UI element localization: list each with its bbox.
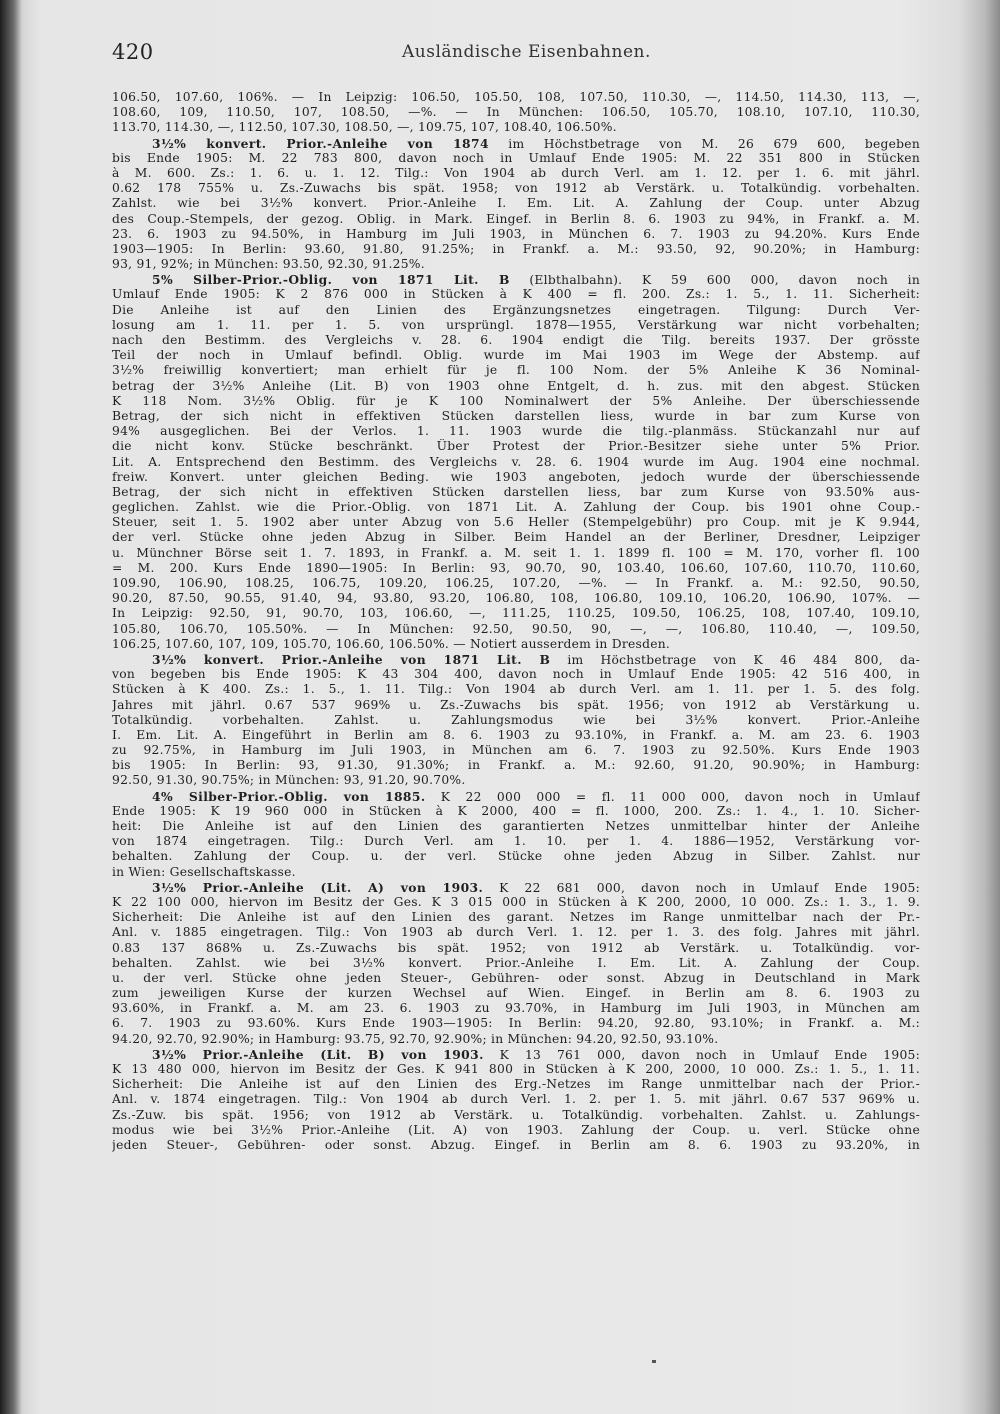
text-line	[112, 530, 920, 545]
section-heading-line	[112, 1047, 920, 1062]
line-text: modus wie bei 3½% Prior.-Anleihe (Lit. A) von 1903. Zahlung der Coup. u. verl. Stücke ohne	[112, 1122, 920, 1137]
ink-mark	[652, 1360, 656, 1363]
line-text: Zs.-Zuw. bis spät. 1956; von 1912 ab Verstärk. u. Totalkündig. vorbehalten. Zahlst. u. Zahlungs-	[112, 1107, 920, 1122]
line-text: Anl. v. 1885 eingetragen. Tilg.: Von 1903 ab durch Verl. 1. 12. per 1. 3. des folg. Jahres mit jährl.	[112, 925, 920, 940]
text-line	[112, 196, 920, 211]
line-text: Umlauf Ende 1905: K 2 876 000 in Stücken à K 400 = fl. 200. Zs.: 1. 5., 1. 11. Sicherheit:	[112, 287, 920, 302]
line-text: bis Ende 1905: M. 22 783 800, davon noch in Umlauf Ende 1905: M. 22 351 800 in Stücken	[112, 150, 920, 165]
line-text: jeden Steuer-, Gebühren- oder sonst. Abzug. Eingef. in Berlin am 8. 6. 1903 zu 93.20%, in	[112, 1137, 920, 1152]
line-text: = M. 200. Kurs Ende 1890—1905: In Berlin: 93, 90.70, 90, 103.40, 106.60, 107.60, 110.70, 110.60,	[112, 560, 920, 575]
line-text: behalten. Zahlung der Coup. u. der verl. Stücke ohne jeden Abzug in Silber. Zahlst. nur	[112, 849, 920, 864]
line-text: die nicht konv. Stücke beschränkt. Über Protest der Prior.-Besitzer siehe unter 5% Prior.	[112, 439, 920, 454]
line-text: Betrag, der sich nicht in effektiven Stücken darstellen liess, bar zum Kurse von 93.50% aus-	[112, 484, 920, 499]
line-text: 23. 6. 1903 zu 94.50%, in Hamburg im Juli 1903, in München 6. 7. 1903 zu 94.20%. Kurs Ende	[112, 226, 920, 241]
text-line	[112, 834, 920, 849]
line-text: K 13 480 000, hiervon im Besitz der Ges. K 941 800 in Stücken à K 200, 2000, 10 000. Zs.: 1. 5., 1. 11.	[112, 1062, 920, 1076]
text-line	[112, 865, 920, 880]
line-text: zu 92.75%, in Hamburg im Juli 1903, in München am 6. 7. 1903 zu 92.50%. Kurs Ende 1903	[112, 743, 920, 758]
book-spine-shadow	[0, 0, 22, 1414]
text-line	[112, 318, 920, 333]
line-text: Steuer, seit 1. 5. 1902 aber unter Abzug von 5.6 Heller (Stempelgebühr) pro Coup. mit je K 9.944,	[112, 515, 920, 530]
text-line	[112, 1001, 920, 1016]
text-line	[112, 910, 920, 925]
text-line	[112, 242, 920, 257]
text-line	[112, 181, 920, 196]
line-text: I. Em. Lit. A. Eingeführt in Berlin am 8. 6. 1903 zu 93.10%, in Frankf. a. M. am 23. 6. 1903	[112, 727, 920, 742]
line-text: K 13 761 000, davon noch in Umlauf Ende 1905:	[483, 1047, 920, 1062]
text-line	[112, 439, 920, 454]
line-text: Sicherheit: Die Anleihe ist auf den Linien des Erg.-Netzes im Range unmittelbar nach der Prior.-	[112, 1077, 920, 1092]
text-line	[112, 120, 920, 135]
line-text: in Wien: Gesellschaftskasse.	[112, 864, 296, 879]
bond-title: 4% Silber-Prior.-Oblig. von 1885.	[152, 788, 426, 804]
line-text: von begeben bis Ende 1905: K 43 304 400, davon noch in Umlauf Ende 1905: 42 516 400, in	[112, 667, 920, 682]
line-text: im Höchstbetrage von K 46 484 800, da-	[550, 652, 920, 667]
line-text: Betrag, der sich nicht in effektiven Stücken darstellen liess, wurde in bar zum Kurse von	[112, 408, 920, 423]
text-line	[112, 500, 920, 515]
text-line	[112, 743, 920, 758]
line-text: 90.20, 87.50, 90.55, 91.40, 94, 93.80, 93.20, 106.80, 108, 106.80, 109.10, 106.20, 106.90, 107%. —	[112, 591, 920, 606]
text-line	[112, 637, 920, 652]
line-text: 109.90, 106.90, 108.25, 106.75, 109.20, 106.25, 107.20, —%. — In Frankf. a. M.: 92.50, 90.50,	[112, 576, 920, 590]
text-line	[112, 941, 920, 956]
text-line	[112, 333, 920, 348]
text-line	[112, 773, 920, 788]
line-text: 92.50, 91.30, 90.75%; in München: 93, 91.20, 90.70%.	[112, 773, 466, 788]
text-line	[112, 895, 920, 910]
text-line	[112, 1138, 920, 1153]
text-line	[112, 591, 920, 606]
text-line	[112, 925, 920, 940]
section-heading-line	[112, 272, 920, 287]
text-line	[112, 682, 920, 697]
line-text: Anl. v. 1874 eingetragen. Tilg.: Von 1904 ab durch Verl. 1. 2. per 1. 5. mit jährl. 0.67 537 969% u.	[112, 1092, 920, 1107]
text-line	[112, 986, 920, 1001]
line-text: losung am 1. 11. per 1. 5. von ursprüngl. 1878—1955, Verstärkung war nicht vorbehalten;	[112, 317, 920, 332]
text-line	[112, 379, 920, 394]
line-text: 105.80, 106.70, 105.50%. — In München: 92.50, 90.50, 90, —, —, 106.80, 110.40, —, 109.50,	[112, 621, 920, 636]
line-text: Jahres mit jährl. 0.67 537 969% u. Zs.-Zuwachs bis spät. 1956; von 1912 ab Verstärkung u.	[112, 697, 920, 712]
line-text: 106.50, 107.60, 106%. — In Leipzig: 106.50, 105.50, 108, 107.50, 110.30, —, 114.50, 114.30, 113, —,	[112, 90, 920, 104]
text-line	[112, 257, 920, 272]
text-line	[112, 1032, 920, 1047]
page-header	[112, 40, 932, 70]
text-line	[112, 713, 920, 728]
text-line	[112, 212, 920, 227]
text-line	[112, 227, 920, 242]
text-line	[112, 90, 920, 105]
line-text: 94% ausgeglichen. Bei der Verlos. 1. 11. 1903 wurde die tilg.-planmäss. Stückanzahl nur auf	[112, 424, 920, 439]
line-text: u. der verl. Stücke ohne jeden Steuer-, Gebühren- oder sonst. Abzug in Deutschland in Mark	[112, 970, 920, 985]
text-line	[112, 424, 920, 439]
line-text: à M. 600. Zs.: 1. 6. u. 1. 12. Tilg.: Von 1904 ab durch Verl. am 1. 12. per 1. 6. mit jährl.	[112, 165, 920, 180]
bond-title: 3½% Prior.-Anleihe (Lit. B) von 1903.	[152, 1046, 484, 1062]
text-line	[112, 546, 920, 561]
line-text: 94.20, 92.70, 92.90%; in Hamburg: 93.75, 92.70, 92.90%; in München: 94.20, 92.50, 93.10%.	[112, 1031, 719, 1046]
text-line	[112, 363, 920, 378]
bond-title: 3½% konvert. Prior.-Anleihe von 1871 Lit. B	[152, 651, 551, 667]
text-line	[112, 758, 920, 773]
line-text: K 22 681 000, davon noch in Umlauf Ende 1905:	[483, 880, 920, 895]
line-text: nach den Bestimm. des Vergleichs v. 28. 6. 1904 endigt die Tilg. bereits 1937. Der grösste	[112, 333, 920, 347]
text-line	[112, 956, 920, 971]
line-text: 93.60%, in Frankf. a. M. am 23. 6. 1903 zu 93.70%, in Hamburg im Juli 1903, in München am	[112, 1001, 920, 1016]
text-line	[112, 622, 920, 637]
line-text: Lit. A. Entsprechend den Bestimm. des Vergleichs v. 28. 6. 1904 wurde im Aug. 1904 eine nochmal.	[112, 454, 920, 469]
line-text: 93, 91, 92%; in München: 93.50, 92.30, 91.25%.	[112, 257, 425, 272]
text-line	[112, 1077, 920, 1092]
line-text: 3½% freiwillig konvertiert; man erhielt für je fl. 100 Nom. der 5% Anleihe K 36 Nominal-	[112, 363, 920, 378]
text-line	[112, 348, 920, 363]
text-line	[112, 561, 920, 576]
line-text: der verl. Stücke ohne jeden Abzug in Silber. Beim Handel an der Berliner, Dresdner, Leipziger	[112, 530, 920, 545]
line-text: zum jeweiligen Kurse der kurzen Wechsel auf Wien. Eingef. in Berlin am 8. 6. 1903 zu	[112, 986, 920, 1001]
line-text: im Höchstbetrage von M. 26 679 600, begeben	[488, 136, 920, 151]
page-number: 420	[112, 40, 154, 64]
text-line	[112, 576, 920, 591]
text-line	[112, 485, 920, 500]
text-line	[112, 515, 920, 530]
text-line	[112, 849, 920, 864]
line-text: 6. 7. 1903 zu 93.60%. Kurs Ende 1903—1905: In Berlin: 94.20, 92.80, 93.10%; in Frankf. a. M.:	[112, 1016, 920, 1031]
line-text: Die Anleihe ist auf den Linien des Ergänzungsnetzes eingetragen. Tilgung: Durch Ver-	[112, 302, 920, 317]
text-line	[112, 819, 920, 834]
line-text: 0.83 137 868% u. Zs.-Zuwachs bis spät. 1952; von 1912 ab Verstärk. u. Totalkündig. vor-	[112, 940, 920, 955]
line-text: 1903—1905: In Berlin: 93.60, 91.80, 91.25%; in Frankf. a. M.: 93.50, 92, 90.20%; in Hamburg:	[112, 241, 920, 256]
line-text: von 1874 eingetragen. Tilg.: Durch Verl. am 1. 10. per 1. 4. 1886—1952, Verstärkung vor-	[112, 834, 920, 849]
text-line	[112, 166, 920, 181]
bond-title: 5% Silber-Prior.-Oblig. von 1871 Lit. B	[152, 272, 510, 288]
text-line	[112, 1092, 920, 1107]
line-text: Sicherheit: Die Anleihe ist auf den Linien des garant. Netzes im Range unmittelbar nach der Pr.-	[112, 910, 920, 925]
line-text: (Elbthalbahn). K 59 600 000, davon noch in	[509, 273, 920, 288]
line-text: bis 1905: In Berlin: 93, 91.30, 91.30%; in Frankf. a. M.: 92.60, 91.20, 90.90%; in Hamburg:	[112, 758, 920, 773]
line-text: Ende 1905: K 19 960 000 in Stücken à K 2000, 400 = fl. 1000, 200. Zs.: 1. 4., 1. 10. Sicher-	[112, 803, 920, 818]
section-heading-line	[112, 789, 920, 804]
text-line	[112, 1123, 920, 1138]
text-line	[112, 606, 920, 621]
line-text: Teil der noch in Umlauf befindl. Oblig. wurde im Mai 1903 im Wege der Abstemp. auf	[112, 348, 920, 363]
line-text: In Leipzig: 92.50, 91, 90.70, 103, 106.60, —, 111.25, 110.25, 109.50, 106.25, 108, 107.40, 109.10,	[112, 606, 920, 621]
text-line	[112, 151, 920, 166]
bond-title: 3½% Prior.-Anleihe (Lit. A) von 1903.	[152, 879, 484, 895]
bond-title: 3½% konvert. Prior.-Anleihe von 1874	[152, 135, 489, 151]
text-line	[112, 698, 920, 713]
text-line	[112, 1062, 920, 1077]
line-text: geglichen. Zahlst. wie die Prior.-Oblig. von 1871 Lit. A. Zahlung der Coup. bis 1901 ohne Coup.-	[112, 500, 920, 515]
line-text: u. Münchner Börse seit 1. 7. 1893, in Frankf. a. M. seit 1. 1. 1899 fl. 100 = M. 170, vorher fl. 100	[112, 545, 920, 560]
line-text: 0.62 178 755% u. Zs.-Zuwachs bis spät. 1958; von 1912 ab Verstärk. u. Totalkündig. vorbehalten.	[112, 181, 920, 196]
text-line	[112, 303, 920, 318]
text-line	[112, 409, 920, 424]
line-text: heit: Die Anleihe ist auf den Linien des garantierten Netzes unmittelbar hinter der Anleihe	[112, 819, 920, 833]
text-line	[112, 287, 920, 302]
text-line	[112, 667, 920, 682]
text-line	[112, 394, 920, 409]
line-text: Totalkündig. vorbehalten. Zahlst. u. Zahlungsmodus wie bei 3½% konvert. Prior.-Anleihe	[112, 712, 920, 727]
line-text: K 22 000 000 = fl. 11 000 000, davon noch in Umlauf	[425, 789, 920, 804]
running-head: Ausländische Eisenbahnen.	[402, 42, 651, 62]
line-text: K 118 Nom. 3½% Oblig. für je K 100 Nominalwert der 5% Anleihe. Der überschiessende	[112, 393, 920, 408]
text-line	[112, 105, 920, 120]
line-text: 106.25, 107.60, 107, 109, 105.70, 106.60, 106.50%. — Notiert ausserdem in Dresden.	[112, 636, 671, 651]
line-text: freiw. Konvert. unter gleichen Beding. wie 1903 angeboten, jedoch wurde der überschiessende	[112, 469, 920, 484]
text-line	[112, 470, 920, 485]
line-text: Zahlst. wie bei 3½% konvert. Prior.-Anleihe I. Em. Lit. A. Zahlung der Coup. unter Abzug	[112, 196, 920, 211]
text-line	[112, 728, 920, 743]
line-text: Stücken à K 400. Zs.: 1. 5., 1. 11. Tilg.: Von 1904 ab durch Verl. am 1. 11. per 1. 5. des folg.	[112, 682, 920, 697]
section-heading-line	[112, 880, 920, 895]
body-text	[112, 90, 920, 1153]
text-line	[112, 1108, 920, 1123]
text-line	[112, 804, 920, 819]
line-text: 108.60, 109, 110.50, 107, 108.50, —%. — In München: 106.50, 105.70, 108.10, 107.10, 110.30,	[112, 105, 920, 120]
line-text: behalten. Zahlst. wie bei 3½% konvert. Prior.-Anleihe I. Em. Lit. A. Zahlung der Coup.	[112, 955, 920, 970]
line-text: 113.70, 114.30, —, 112.50, 107.30, 108.50, —, 109.75, 107, 108.40, 106.50%.	[112, 120, 617, 135]
section-heading-line	[112, 652, 920, 667]
line-text: K 22 100 000, hiervon im Besitz der Ges. K 3 015 000 in Stücken à K 200, 2000, 10 000. Zs.: 1. 3., 1. 9.	[112, 894, 920, 909]
section-heading-line	[112, 136, 920, 151]
text-line	[112, 971, 920, 986]
line-text: des Coup.-Stempels, der gezog. Oblig. in Mark. Eingef. in Berlin 8. 6. 1903 zu 94%, in Frankf. a. M.	[112, 211, 920, 226]
text-line	[112, 1016, 920, 1031]
text-line	[112, 455, 920, 470]
line-text: betrag der 3½% Anleihe (Lit. B) von 1903 ohne Entgelt, d. h. zus. mit den abgest. Stücken	[112, 378, 920, 393]
